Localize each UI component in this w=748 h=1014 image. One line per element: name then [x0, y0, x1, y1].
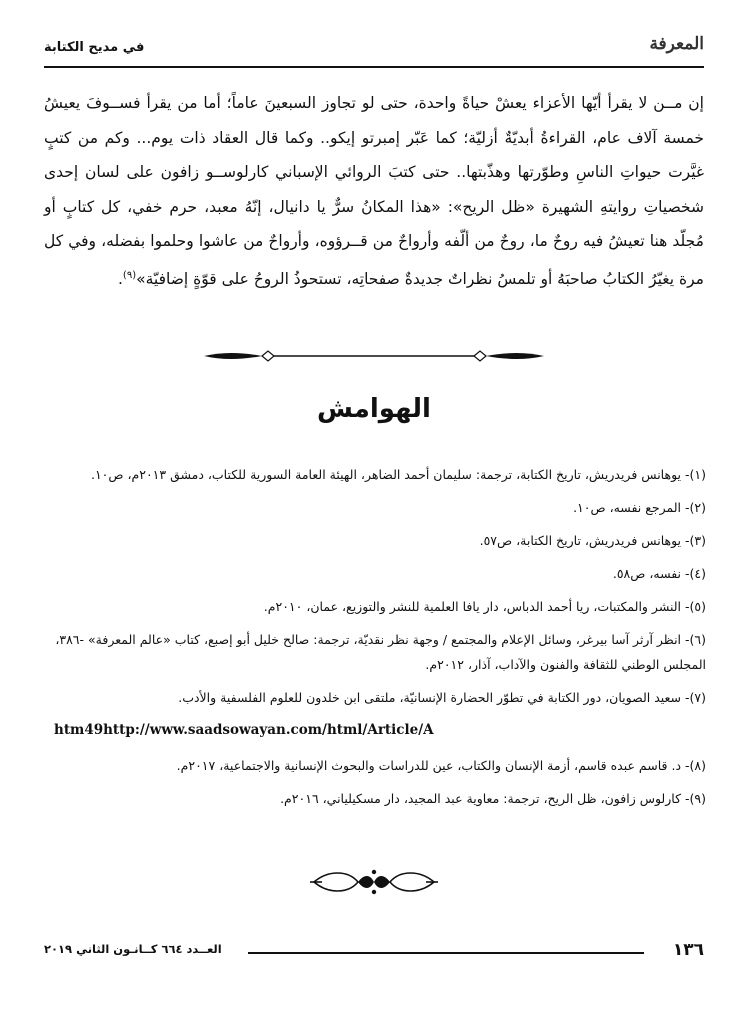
note-5: (٥)- النشر والمكتبات، ريا أحمد الدباس، دار يافا العلمية للنشر والتوزيع، عمان، ٢٠١٠م.: [263, 599, 706, 614]
page-footer: [44, 940, 704, 964]
note-7: (٧)- سعيد الصويان، دور الكتابة في تطوّر الحضارة الإنسانيّة، ملتقى ابن خلدون للعلوم الفلسفية والأدب.: [178, 690, 706, 705]
notes-list: [48, 462, 706, 819]
article-paragraph: [44, 86, 704, 296]
note-9: (٩)- كارلوس زافون، ظل الريح، ترجمة: معاوية عبد المجيد، دار مسكيلياني، ٢٠١٦م.: [280, 791, 706, 806]
paragraph-end: .: [117, 269, 123, 288]
section-title: في مديح الكتابة: [44, 40, 145, 55]
note-4: (٤)- نفسه، ص٥٨.: [612, 566, 706, 581]
issue-info: العــدد ٦٦٤ كــانـون الثاني ٢٠١٩: [44, 942, 222, 956]
magazine-logo: المعرفة: [649, 34, 704, 54]
reference-url: htm49http://www.saadsowayan.com/html/Article/A: [54, 722, 434, 738]
end-ornament-icon: [308, 864, 440, 900]
footer-rule: [248, 952, 644, 954]
note-6: (٦)- انظر آرثر آسا بيرغر، وسائل الإعلام والمجتمع / وجهة نظر نقديّة، ترجمة: صالح خليل أبو إصبع، كتاب «عالم المعرفة» -٣٨٦، المجلس الوطني للثقافة والفنون والآداب، آذار، ٢٠١٢م.: [55, 632, 706, 672]
page-number: ١٣٦: [672, 940, 704, 960]
note-1: (١)- يوهانس فريدريش، تاريخ الكتابة، ترجمة: سليمان أحمد الضاهر، الهيئة العامة السورية للكتاب، دمشق ٢٠١٣م، ص١٠.: [90, 467, 706, 482]
note-2: (٢)- المرجع نفسه، ص١٠.: [573, 500, 706, 515]
note-3: (٣)- يوهانس فريدريش، تاريخ الكتابة، ص٥٧.: [479, 533, 706, 548]
divider-ornament-icon: [200, 346, 548, 366]
paragraph-text: إن مــن لا يقرأ أيّها الأعزاء يعشْ حياةً واحدة، حتى لو تجاوز السبعينَ عاماً؛ أما من يقرأ فســوفَ يعيشُ خمسة آلاف عام، القراءةُ أبديّةٌ أزليّة؛ كما عَبّر إمبرتو إيكو.. وكما قال العقاد ذات يوم... وكم من كتبٍ غيَّرت حيواتِ الناسِ وطوّرتها وهذّبتها.. حتى كتبَ الروائي الإسباني كارلوســو زافون على لسان إحدى شخصياتِ روايتهِ الشهيرة «ظل الريح»: «هذا المكانُ سرٌّ يا دانيال، إنّهُ معبد، حرم خفي، كل كتابٍ أو مُجلّد هنا تعيشُ فيه روحٌ ما، روحٌ من ألّفه وأرواحٌ من قــرؤوه، وأرواحٌ من عاشوا وحلموا بفضله، وفي كل مرة يغيّرُ الكتابُ صاحبَهُ أو تلمسُ نظراتٌ جديدةٌ صفحاتِه، تستحوذُ الروحُ على قوّةٍ إضافيّة»: [44, 94, 704, 288]
footnote-reference: (٩): [122, 269, 137, 281]
note-8: (٨)- د. قاسم عبده قاسم، أزمة الإنسان والكتاب، عين للدراسات والبحوث الإنسانية والاجتماعية، ٢٠١٧م.: [176, 758, 706, 773]
page-header: [44, 30, 704, 68]
notes-heading: الهوامش: [317, 394, 431, 424]
